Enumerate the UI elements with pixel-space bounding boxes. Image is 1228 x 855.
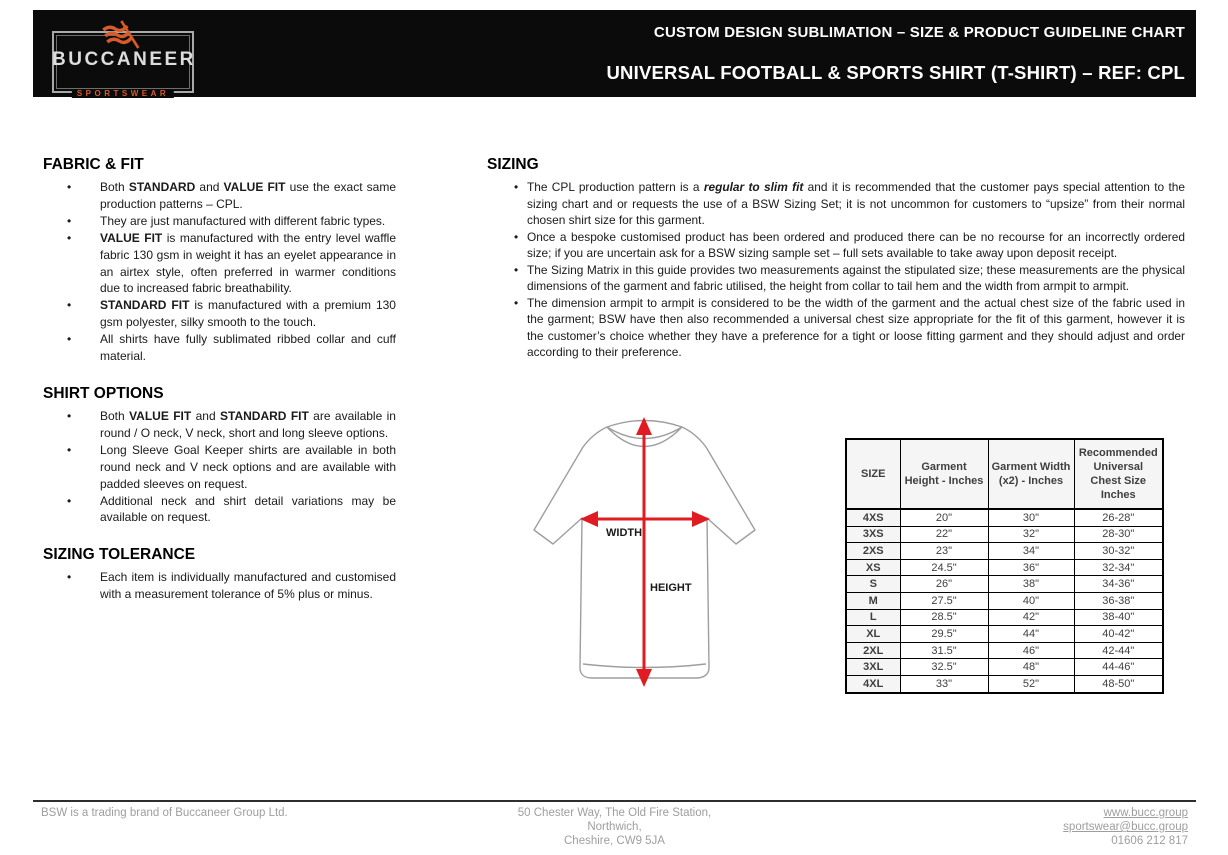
size-table-row — [846, 509, 1163, 526]
left-column — [43, 156, 396, 603]
measurement-cell: 30-32" — [1074, 543, 1163, 560]
measurement-cell: 44-46" — [1074, 659, 1163, 676]
address-line: Northwich, — [587, 821, 642, 833]
size-table-row — [846, 543, 1163, 560]
bullet-item: • Additional neck and shirt detail variations may be available on request. — [100, 493, 396, 527]
measurement-cell: 33" — [900, 675, 988, 692]
size-cell: 2XS — [846, 543, 900, 560]
brand-name: BUCCANEER — [52, 49, 196, 70]
size-table-row — [846, 576, 1163, 593]
footer — [33, 800, 1196, 848]
measurement-cell: 32" — [988, 526, 1074, 543]
size-table-header-cell: Recommended Universal Chest Size Inches — [1074, 439, 1163, 509]
bullet-item: • The Sizing Matrix in this guide provides two measurements against the stipulated size; these measurements are the physical dimensions of the garment and fabric utilised, the height from collar to tail hem and the width from armpit to armpit. — [527, 262, 1185, 295]
measurement-cell: 20" — [900, 509, 988, 526]
header-bar — [33, 10, 1196, 97]
document-subtitle: UNIVERSAL FOOTBALL & SPORTS SHIRT (T-SHIRT) – REF: CPL — [606, 62, 1185, 83]
measurement-cell: 24.5" — [900, 559, 988, 576]
fabric-fit-list — [43, 179, 396, 365]
bullet-item: • VALUE FIT is manufactured with the entry level waffle fabric 130 gsm in weight it has an eyelet appearance in an airtex style, often preferred in warmer conditions due to increased fabric breathability. — [100, 230, 396, 298]
measurement-cell: 29.5" — [900, 626, 988, 643]
measurement-cell: 22" — [900, 526, 988, 543]
measurement-cell: 40" — [988, 592, 1074, 609]
footer-contact — [778, 806, 1196, 848]
right-column — [487, 156, 1185, 361]
size-cell: XS — [846, 559, 900, 576]
brand-logo — [52, 31, 196, 98]
bullet-item: • Both STANDARD and VALUE FIT use the exact same production patterns – CPL. — [100, 179, 396, 213]
size-cell: 3XS — [846, 526, 900, 543]
shirt-options-list — [43, 408, 396, 526]
bullet-item: • Both VALUE FIT and STANDARD FIT are available in round / O neck, V neck, short and long sleeve options. — [100, 408, 396, 442]
bullet-item: • The CPL production pattern is a regular to slim fit and it is recommended that the customer pays special attention to the sizing chart and or requests the use of a BSW Sizing Set; it is not uncommon for customers to “upsize” from their normal chosen shirt size for this garment. — [527, 179, 1185, 229]
size-table-row — [846, 592, 1163, 609]
measurement-cell: 31.5" — [900, 642, 988, 659]
phone-number: 01606 212 817 — [1111, 835, 1188, 847]
section-heading-shirt-options: SHIRT OPTIONS — [43, 384, 164, 402]
size-table-header-cell: Garment Height - Inches — [900, 439, 988, 509]
measurement-cell: 38" — [988, 576, 1074, 593]
size-cell: 4XS — [846, 509, 900, 526]
measurement-cell: 40-42" — [1074, 626, 1163, 643]
section-heading-fabric-fit: FABRIC & FIT — [43, 156, 144, 173]
website-link[interactable]: www.bucc.group — [1103, 807, 1188, 819]
measurement-cell: 44" — [988, 626, 1074, 643]
measurement-cell: 28-30" — [1074, 526, 1163, 543]
bullet-item: • The dimension armpit to armpit is considered to be the width of the garment and the actual chest size of the fabric used in the garment; BSW have then also recommended a universal chest size appropriate for the fit of this garment, however it is the customer’s choice whether they have a preference for a tight or loose fitting garment and they should adjust and order according to their preference. — [527, 295, 1185, 361]
header-titles — [607, 24, 1186, 84]
footer-address — [451, 806, 779, 848]
sizing-list — [487, 179, 1185, 361]
brand-subtitle: SPORTSWEAR — [72, 89, 174, 98]
size-cell: M — [846, 592, 900, 609]
size-table-row — [846, 675, 1163, 692]
measurement-cell: 36" — [988, 559, 1074, 576]
measurement-cell: 28.5" — [900, 609, 988, 626]
size-cell: 2XL — [846, 642, 900, 659]
measurement-cell: 23" — [900, 543, 988, 560]
measurement-cell: 32.5" — [900, 659, 988, 676]
measurement-cell: 46" — [988, 642, 1074, 659]
email-link[interactable]: sportswear@bucc.group — [1063, 821, 1188, 833]
sizing-tolerance-list — [43, 569, 396, 603]
measurement-cell: 42-44" — [1074, 642, 1163, 659]
height-label: HEIGHT — [650, 582, 692, 594]
bullet-item: • All shirts have fully sublimated ribbed collar and cuff material. — [100, 331, 396, 365]
measurement-cell: 30" — [988, 509, 1074, 526]
tshirt-diagram — [505, 412, 815, 707]
size-chart-table — [845, 438, 1164, 694]
document-title: CUSTOM DESIGN SUBLIMATION – SIZE & PRODUCT GUIDELINE CHART — [653, 24, 1185, 41]
measurement-cell: 27.5" — [900, 592, 988, 609]
flag-icon — [96, 17, 142, 57]
footer-brand-note: BSW is a trading brand of Buccaneer Group Ltd. — [41, 807, 288, 819]
size-cell: S — [846, 576, 900, 593]
bullet-item: • STANDARD FIT is manufactured with a premium 130 gsm polyester, silky smooth to the touch. — [100, 297, 396, 331]
size-table-row — [846, 559, 1163, 576]
size-cell: 4XL — [846, 675, 900, 692]
measurement-cell: 26-28" — [1074, 509, 1163, 526]
section-heading-sizing: SIZING — [487, 156, 539, 173]
measurement-cell: 38-40" — [1074, 609, 1163, 626]
address-line: 50 Chester Way, The Old Fire Station, — [517, 807, 712, 819]
size-table-row — [846, 526, 1163, 543]
size-table-header-row — [846, 439, 1163, 509]
size-cell: XL — [846, 626, 900, 643]
size-cell: 3XL — [846, 659, 900, 676]
measurement-cell: 52" — [988, 675, 1074, 692]
bullet-item: • Once a bespoke customised product has been ordered and produced there can be no recourse for an incorrectly ordered size; if you are uncertain ask for a BSW sizing sample set – full sets available to take away upon deposit receipt. — [527, 229, 1185, 262]
measurement-cell: 42" — [988, 609, 1074, 626]
size-table-row — [846, 659, 1163, 676]
width-label: WIDTH — [606, 527, 643, 539]
bullet-item: • Long Sleeve Goal Keeper shirts are available in both round neck and V neck options and are available with padded sleeves on request. — [100, 442, 396, 493]
size-table-header-cell: SIZE — [846, 439, 900, 509]
measurement-cell: 34-36" — [1074, 576, 1163, 593]
size-table-row — [846, 642, 1163, 659]
size-table-header-cell: Garment Width (x2) - Inches — [988, 439, 1074, 509]
measurement-cell: 34" — [988, 543, 1074, 560]
measurement-cell: 48-50" — [1074, 675, 1163, 692]
bullet-item: • Each item is individually manufactured and customised with a measurement tolerance of 5% plus or minus. — [100, 569, 396, 603]
size-cell: L — [846, 609, 900, 626]
size-table-row — [846, 626, 1163, 643]
measurement-cell: 32-34" — [1074, 559, 1163, 576]
section-heading-sizing-tolerance: SIZING TOLERANCE — [43, 546, 196, 564]
measurement-cell: 48" — [988, 659, 1074, 676]
measurement-cell: 36-38" — [1074, 592, 1163, 609]
bullet-item: • They are just manufactured with different fabric types. — [100, 213, 396, 230]
measurement-cell: 26" — [900, 576, 988, 593]
address-line: Cheshire, CW9 5JA — [564, 835, 665, 847]
size-table-row — [846, 609, 1163, 626]
